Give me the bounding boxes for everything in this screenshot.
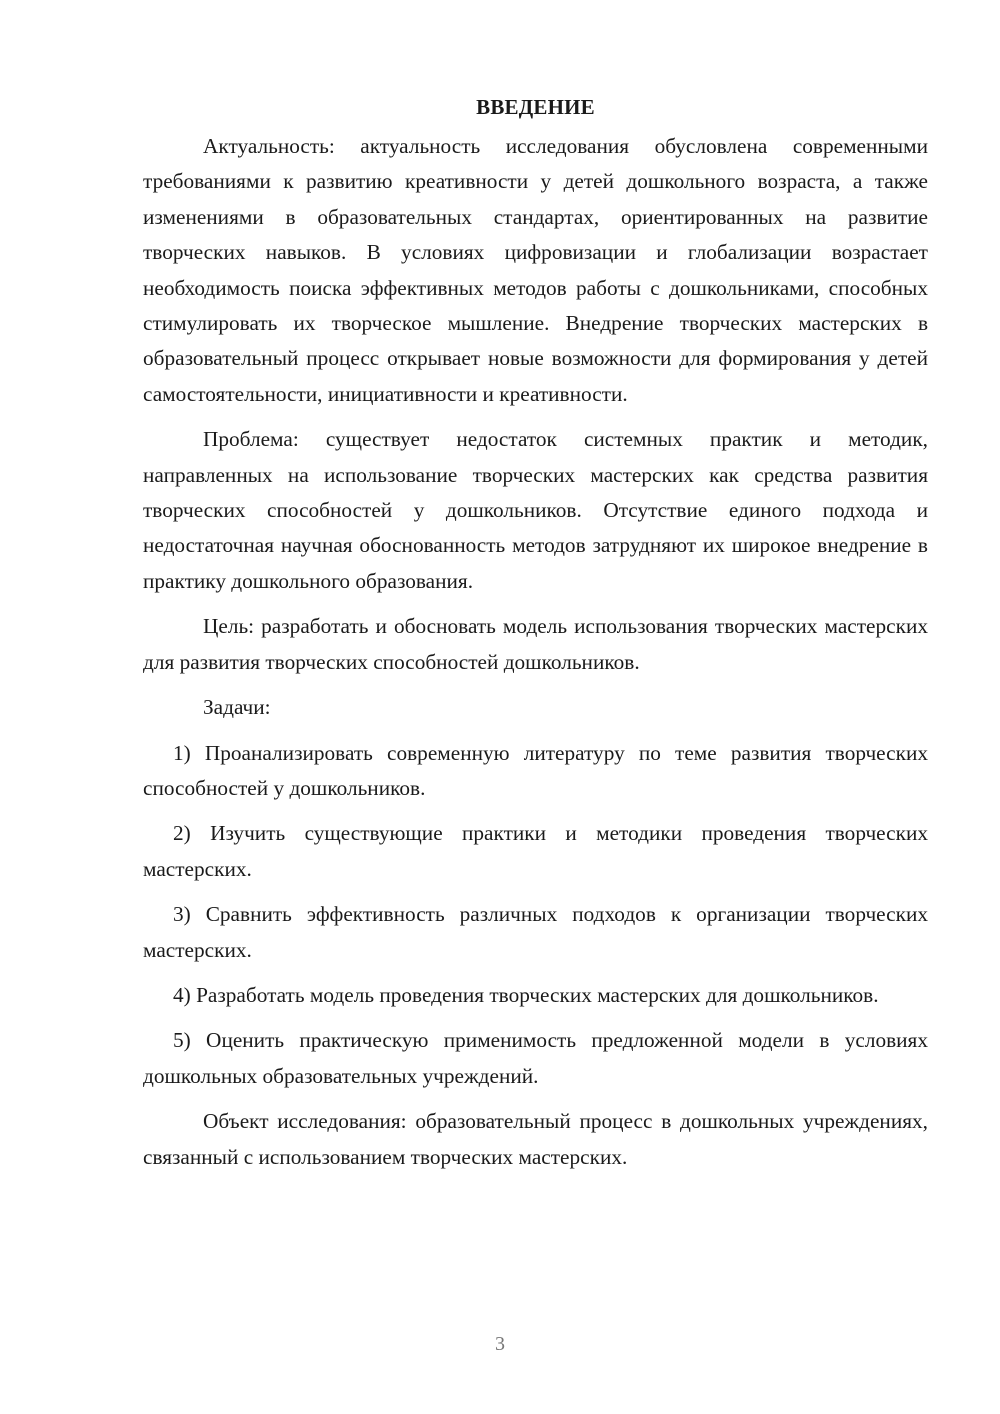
document-page bbox=[143, 90, 928, 1185]
task-item-2: 2) Изучить существующие практики и методики проведения творческих мастерских. bbox=[143, 821, 928, 881]
task-item-5: 5) Оценить практическую применимость предложенной модели в условиях дошкольных образовательных учреждений. bbox=[143, 1028, 928, 1088]
tasks-heading: Задачи: bbox=[203, 695, 271, 720]
task-item-3: 3) Сравнить эффективность различных подходов к организации творческих мастерских. bbox=[143, 902, 928, 962]
task-item-4: 4) Разработать модель проведения творческих мастерских для дошкольников. bbox=[173, 982, 879, 1007]
goal-paragraph: Цель: разработать и обосновать модель использования творческих мастерских для развития творческих способностей дошкольников. bbox=[143, 614, 928, 674]
object-paragraph: Объект исследования: образовательный процесс в дошкольных учреждениях, связанный с использованием творческих мастерских. bbox=[143, 1109, 928, 1169]
page-number: 3 bbox=[495, 1333, 505, 1355]
relevance-paragraph: Актуальность: актуальность исследования обусловлена современными требованиями к развитию креативности у детей дошкольного возраста, а также изменениями в образовательных стандартах, ориентированных на развитие творческих навыков. В условиях цифровизации и глобализации возрастает необходимость поиска эффективных методов работы с дошкольниками, способных стимулировать их творческое мышление. Внедрение творческих мастерских в образовательный процесс открывает новые возможности для формирования у детей самостоятельности, инициативности и креативности. bbox=[143, 134, 928, 406]
task-item-1: 1) Проанализировать современную литературу по теме развития творческих способностей у дошкольников. bbox=[143, 740, 928, 800]
problem-paragraph: Проблема: существует недостаток системных практик и методик, направленных на использование творческих мастерских как средства развития творческих способностей у дошкольников. Отсутствие единого подхода и недостаточная научная обоснованность методов затрудняют их широкое внедрение в практику дошкольного образования. bbox=[143, 427, 928, 593]
section-heading: ВВЕДЕНИЕ bbox=[476, 95, 595, 119]
